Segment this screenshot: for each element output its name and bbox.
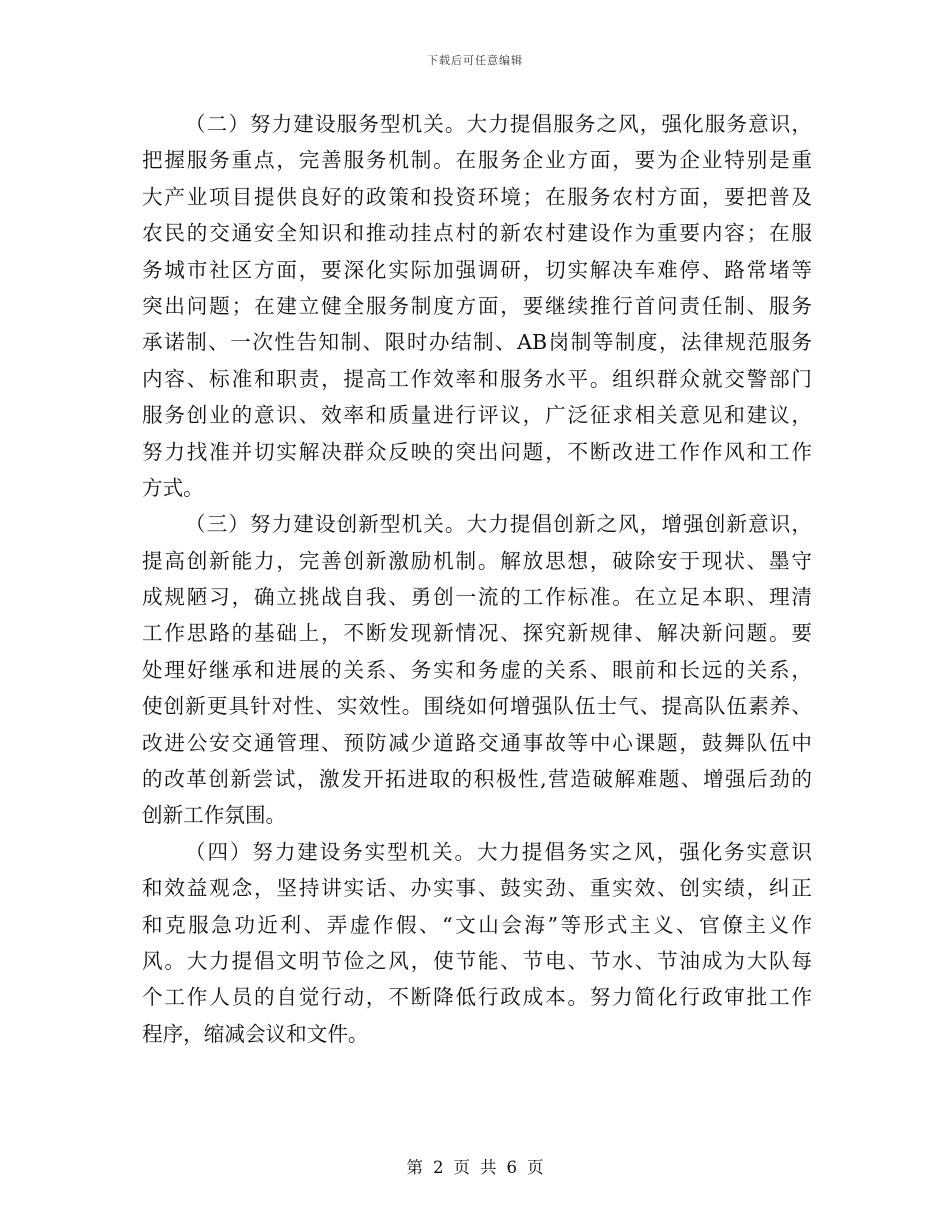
text-line: 成规陋习，确立挑战自我、勇创一流的工作标准。在立足本职、理清 bbox=[142, 585, 812, 610]
text-line: 承诺制、一次性告知制、限时办结制、AB岗制等制度，法律规范服务 bbox=[142, 330, 812, 355]
text-line: 农民的交通安全知识和推动挂点村的新农村建设作为重要内容；在服 bbox=[142, 221, 812, 246]
paragraph bbox=[142, 834, 812, 1052]
text-line: 和克服急功近利、弄虚作假、“文山会海”等形式主义、官僚主义作 bbox=[142, 912, 812, 937]
text-line: 大产业项目提供良好的政策和投资环境；在服务农村方面，要把普及 bbox=[142, 184, 812, 209]
text-line: 务城市社区方面，要深化实际加强调研，切实解决车难停、路常堵等 bbox=[142, 257, 812, 282]
page-header: 下载后可任意编辑 bbox=[427, 54, 523, 67]
text-line: 的改革创新尝试，激发开拓进取的积极性,营造破解难题、增强后劲的 bbox=[142, 767, 812, 792]
page-footer bbox=[0, 1154, 950, 1178]
text-line: 程序，缩减会议和文件。 bbox=[142, 1021, 369, 1046]
text-line: （四）努力建设务实型机关。大力提倡务实之风，强化务实意识 bbox=[185, 839, 812, 864]
footer-suffix: 页 bbox=[527, 1158, 544, 1177]
text-line: 风。大力提倡文明节俭之风，使节能、节电、节水、节油成为大队每 bbox=[142, 948, 812, 973]
total-page-count: 6 bbox=[506, 1158, 517, 1177]
footer-of: 共 bbox=[480, 1158, 497, 1177]
text-line: 创新工作氛围。 bbox=[142, 803, 287, 828]
text-line: 工作思路的基础上，不断发现新情况、探究新规律、解决新问题。要 bbox=[142, 621, 812, 646]
text-line: 个工作人员的自觉行动，不断降低行政成本。努力简化行政审批工作 bbox=[142, 985, 812, 1010]
footer-prefix: 第 bbox=[406, 1158, 423, 1177]
text-line: 提高创新能力，完善创新激励机制。解放思想，破除安于现状、墨守 bbox=[142, 548, 812, 573]
paragraph bbox=[142, 106, 812, 506]
text-line: 把握服务重点，完善服务机制。在服务企业方面，要为企业特别是重 bbox=[142, 148, 812, 173]
current-page-number: 2 bbox=[433, 1158, 444, 1177]
text-line: （三）努力建设创新型机关。大力提倡创新之风，增强创新意识， bbox=[185, 512, 812, 537]
text-line: 和效益观念，坚持讲实话、办实事、鼓实劲、重实效、创实绩，纠正 bbox=[142, 876, 812, 901]
text-line: （二）努力建设服务型机关。大力提倡服务之风，强化服务意识， bbox=[185, 112, 812, 136]
text-line: 方式。 bbox=[142, 475, 204, 500]
text-line: 使创新更具针对性、实效性。围绕如何增强队伍士气、提高队伍素养、 bbox=[142, 694, 812, 719]
text-line: 服务创业的意识、效率和质量进行评议，广泛征求相关意见和建议， bbox=[142, 403, 812, 428]
footer-middle: 页 bbox=[453, 1158, 470, 1177]
document-body bbox=[142, 106, 812, 1052]
paragraph bbox=[142, 506, 812, 834]
text-line: 改进公安交通管理、预防减少道路交通事故等中心课题，鼓舞队伍中 bbox=[142, 730, 812, 755]
text-line: 努力找准并切实解决群众反映的突出问题，不断改进工作作风和工作 bbox=[142, 439, 812, 464]
text-line: 处理好继承和进展的关系、务实和务虚的关系、眼前和长远的关系， bbox=[142, 657, 812, 682]
text-line: 突出问题；在建立健全服务制度方面，要继续推行首问责任制、服务 bbox=[142, 293, 812, 318]
text-line: 内容、标准和职责，提高工作效率和服务水平。组织群众就交警部门 bbox=[142, 366, 812, 391]
